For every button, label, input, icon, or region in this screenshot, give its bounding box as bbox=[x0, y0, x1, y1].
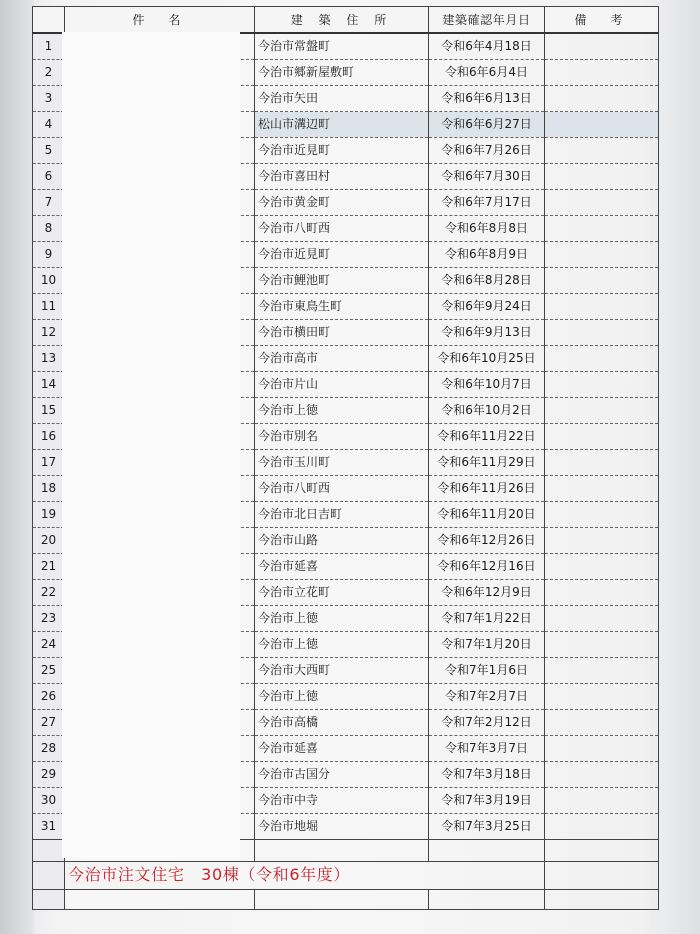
row-date: 令和6年7月17日 bbox=[429, 189, 545, 215]
row-note bbox=[545, 423, 659, 449]
row-address: 今治市延喜 bbox=[255, 735, 429, 761]
row-number: 10 bbox=[33, 267, 65, 293]
row-date: 令和6年11月20日 bbox=[429, 501, 545, 527]
row-number: 20 bbox=[33, 527, 65, 553]
row-number: 5 bbox=[33, 137, 65, 163]
row-address: 今治市山路 bbox=[255, 527, 429, 553]
row-date: 令和6年6月13日 bbox=[429, 85, 545, 111]
row-address: 今治市上徳 bbox=[255, 683, 429, 709]
row-number: 17 bbox=[33, 449, 65, 475]
row-date: 令和6年11月22日 bbox=[429, 423, 545, 449]
row-note bbox=[545, 579, 659, 605]
row-address: 今治市喜田村 bbox=[255, 163, 429, 189]
row-address: 今治市近見町 bbox=[255, 241, 429, 267]
row-address: 今治市大西町 bbox=[255, 657, 429, 683]
row-note bbox=[545, 475, 659, 501]
row-address: 今治市黄金町 bbox=[255, 189, 429, 215]
row-address: 今治市別名 bbox=[255, 423, 429, 449]
row-note bbox=[545, 345, 659, 371]
row-note bbox=[545, 59, 659, 85]
row-note bbox=[545, 761, 659, 787]
row-number: 8 bbox=[33, 215, 65, 241]
row-date: 令和6年11月29日 bbox=[429, 449, 545, 475]
row-note bbox=[545, 371, 659, 397]
row-date: 令和6年10月7日 bbox=[429, 371, 545, 397]
row-number: 31 bbox=[33, 813, 65, 839]
row-number: 27 bbox=[33, 709, 65, 735]
row-address: 今治市北日吉町 bbox=[255, 501, 429, 527]
row-note bbox=[545, 839, 659, 861]
row-address: 今治市郷新屋敷町 bbox=[255, 59, 429, 85]
row-note bbox=[545, 293, 659, 319]
row-date bbox=[429, 889, 545, 909]
row-number: 7 bbox=[33, 189, 65, 215]
row-number: 24 bbox=[33, 631, 65, 657]
row-date: 令和6年4月18日 bbox=[429, 33, 545, 59]
row-note bbox=[545, 501, 659, 527]
header-address: 建 築 住 所 bbox=[255, 7, 429, 34]
row-number: 3 bbox=[33, 85, 65, 111]
row-number: 23 bbox=[33, 605, 65, 631]
row-date: 令和7年1月22日 bbox=[429, 605, 545, 631]
row-date: 令和7年2月7日 bbox=[429, 683, 545, 709]
row-number bbox=[33, 839, 65, 861]
row-number: 16 bbox=[33, 423, 65, 449]
row-date: 令和6年7月26日 bbox=[429, 137, 545, 163]
row-address: 今治市延喜 bbox=[255, 553, 429, 579]
row-number: 11 bbox=[33, 293, 65, 319]
row-note bbox=[545, 33, 659, 59]
row-address: 今治市玉川町 bbox=[255, 449, 429, 475]
row-date: 令和6年9月24日 bbox=[429, 293, 545, 319]
row-note bbox=[545, 527, 659, 553]
row-date: 令和7年1月20日 bbox=[429, 631, 545, 657]
header-name: 件 名 bbox=[65, 7, 255, 34]
summary-text: 今治市注文住宅 30棟（令和6年度） bbox=[68, 865, 351, 884]
row-number: 30 bbox=[33, 787, 65, 813]
row-address: 今治市片山 bbox=[255, 371, 429, 397]
row-number: 18 bbox=[33, 475, 65, 501]
row-note bbox=[545, 163, 659, 189]
row-note bbox=[545, 631, 659, 657]
row-address: 今治市近見町 bbox=[255, 137, 429, 163]
row-note bbox=[545, 241, 659, 267]
row-number: 22 bbox=[33, 579, 65, 605]
row-name bbox=[65, 889, 255, 909]
row-number: 25 bbox=[33, 657, 65, 683]
row-date: 令和7年3月7日 bbox=[429, 735, 545, 761]
row-note bbox=[545, 813, 659, 839]
row-number: 19 bbox=[33, 501, 65, 527]
page-edge-shadow bbox=[0, 0, 34, 934]
row-note bbox=[545, 111, 659, 137]
table-header-row bbox=[33, 7, 659, 34]
row-date: 令和7年3月25日 bbox=[429, 813, 545, 839]
row-date: 令和6年10月25日 bbox=[429, 345, 545, 371]
row-date: 令和6年12月16日 bbox=[429, 553, 545, 579]
row-address: 今治市東鳥生町 bbox=[255, 293, 429, 319]
row-date: 令和6年8月28日 bbox=[429, 267, 545, 293]
row-note bbox=[545, 861, 659, 889]
row-address bbox=[255, 889, 429, 909]
row-date: 令和7年2月12日 bbox=[429, 709, 545, 735]
header-no bbox=[33, 7, 65, 34]
row-note bbox=[545, 449, 659, 475]
row-date: 令和6年12月9日 bbox=[429, 579, 545, 605]
row-number: 14 bbox=[33, 371, 65, 397]
row-note bbox=[545, 889, 659, 909]
row-address: 今治市上徳 bbox=[255, 397, 429, 423]
row-note bbox=[545, 605, 659, 631]
row-address: 今治市横田町 bbox=[255, 319, 429, 345]
row-number: 26 bbox=[33, 683, 65, 709]
row-address: 今治市八町西 bbox=[255, 475, 429, 501]
row-number: 21 bbox=[33, 553, 65, 579]
row-address: 今治市立花町 bbox=[255, 579, 429, 605]
row-number: 29 bbox=[33, 761, 65, 787]
table-row-empty bbox=[33, 889, 659, 909]
row-note bbox=[545, 189, 659, 215]
row-note bbox=[545, 553, 659, 579]
row-date: 令和6年9月13日 bbox=[429, 319, 545, 345]
row-address: 今治市八町西 bbox=[255, 215, 429, 241]
row-date: 令和6年11月26日 bbox=[429, 475, 545, 501]
row-date: 令和6年6月27日 bbox=[429, 111, 545, 137]
row-address: 今治市地堀 bbox=[255, 813, 429, 839]
summary-cell bbox=[65, 861, 545, 889]
row-note bbox=[545, 137, 659, 163]
row-note bbox=[545, 787, 659, 813]
row-date: 令和7年1月6日 bbox=[429, 657, 545, 683]
row-date: 令和6年6月4日 bbox=[429, 59, 545, 85]
row-number bbox=[33, 861, 65, 889]
row-date: 令和6年8月9日 bbox=[429, 241, 545, 267]
row-address bbox=[255, 839, 429, 861]
row-date: 令和6年7月30日 bbox=[429, 163, 545, 189]
row-address: 今治市上徳 bbox=[255, 631, 429, 657]
row-address: 松山市溝辺町 bbox=[255, 111, 429, 137]
row-note bbox=[545, 85, 659, 111]
row-note bbox=[545, 657, 659, 683]
row-date: 令和6年8月8日 bbox=[429, 215, 545, 241]
row-number: 4 bbox=[33, 111, 65, 137]
row-address: 今治市矢田 bbox=[255, 85, 429, 111]
row-date: 令和7年3月18日 bbox=[429, 761, 545, 787]
row-number: 15 bbox=[33, 397, 65, 423]
row-note bbox=[545, 397, 659, 423]
header-date: 建築確認年月日 bbox=[429, 7, 545, 34]
row-note bbox=[545, 267, 659, 293]
row-number: 2 bbox=[33, 59, 65, 85]
row-number: 9 bbox=[33, 241, 65, 267]
row-note bbox=[545, 683, 659, 709]
redaction-mask bbox=[62, 32, 240, 858]
row-note bbox=[545, 319, 659, 345]
row-number: 1 bbox=[33, 33, 65, 59]
header-note: 備 考 bbox=[545, 7, 659, 34]
row-number: 6 bbox=[33, 163, 65, 189]
row-note bbox=[545, 735, 659, 761]
row-date: 令和7年3月19日 bbox=[429, 787, 545, 813]
row-number: 12 bbox=[33, 319, 65, 345]
row-date bbox=[429, 839, 545, 861]
row-number bbox=[33, 889, 65, 909]
row-note bbox=[545, 709, 659, 735]
row-address: 今治市古国分 bbox=[255, 761, 429, 787]
row-number: 28 bbox=[33, 735, 65, 761]
summary-row bbox=[33, 861, 659, 889]
row-date: 令和6年10月2日 bbox=[429, 397, 545, 423]
row-address: 今治市高市 bbox=[255, 345, 429, 371]
row-address: 今治市上徳 bbox=[255, 605, 429, 631]
row-date: 令和6年12月26日 bbox=[429, 527, 545, 553]
row-number: 13 bbox=[33, 345, 65, 371]
row-address: 今治市高橋 bbox=[255, 709, 429, 735]
row-address: 今治市中寺 bbox=[255, 787, 429, 813]
row-address: 今治市常盤町 bbox=[255, 33, 429, 59]
row-address: 今治市鯉池町 bbox=[255, 267, 429, 293]
row-note bbox=[545, 215, 659, 241]
